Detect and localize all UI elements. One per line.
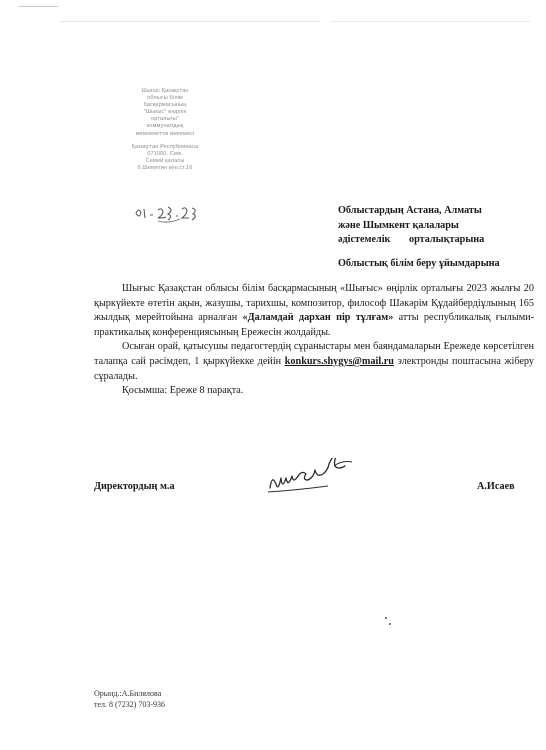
executor-name: Орынд.:А.Билялова — [94, 689, 162, 698]
body-paragraph — [94, 282, 534, 340]
stamp-line: Қазақстан Республикасы — [131, 143, 199, 150]
stamp-line: орталығы" — [151, 116, 179, 123]
addressee-line: Облыстардың Астана, Алматы — [338, 205, 482, 216]
stamp-line: "Шығыс" өңірлік — [143, 109, 187, 116]
signatory-name: А.Исаев — [477, 481, 515, 492]
body-text: атты республикалық ғылыми-практикалық конференциясының Ережесін жолдайды. — [94, 312, 535, 338]
addressee-line: және Шымкент қалалары — [338, 219, 459, 231]
addressee-block — [338, 204, 538, 271]
stamp-line: 071000, Сем. — [147, 150, 183, 157]
registration-stamp — [118, 88, 212, 232]
body-text: Осыған орай, қатысушы педагогтердің сұраныстары мен баяндамаларын Ережеде көрсетілген талапқа сай рәсімдеп, 1 қыркүйекке дейін — [94, 341, 534, 367]
attachment-note: Қосымша: Ереже 8 парақта. — [122, 385, 244, 397]
scan-artifact-line — [330, 21, 530, 22]
signatory-title: Директордың м.а — [94, 481, 175, 492]
handwritten-signature — [264, 458, 364, 504]
stamp-line: Семей қаласы — [145, 157, 185, 164]
stamp-line: облысы білім — [147, 95, 183, 102]
email-link[interactable]: konkurs.shygys@mail.ru — [284, 355, 394, 367]
conference-title: «Даламдай дархан пір тұлғам» — [242, 312, 394, 324]
stamp-handwritten-date — [120, 201, 212, 225]
body-text: электронды поштасына жіберу сұралады. — [94, 355, 534, 382]
executor-phone: тел. 8 (7232) 703-936 — [94, 700, 166, 709]
stamp-line: Шығыс Қазақстан — [141, 88, 189, 94]
stamp-line: мемлекеттік мекемесі — [135, 130, 195, 137]
body-text: Шығыс Қазақстан облысы білім басқармасының «Шығыс» өңірлік орталығы 2023 жылғы 20 қыркүйекте өтетін ақын, жазушы, тарихшы, композитор, философ Шәкәрім Құдайбердіұлының 165 жылдық мерейтойына арналған — [94, 283, 534, 324]
letter-body — [94, 282, 534, 399]
addressee-organizations: Облыстық білім беру ұйымдарына — [338, 257, 500, 269]
addressee-line: әдістемелік орталықтарына — [338, 234, 485, 246]
body-paragraph — [94, 340, 534, 384]
executor-footer — [94, 688, 165, 710]
scan-artifact-line — [18, 6, 58, 7]
stamp-line: басқармасының — [143, 102, 187, 109]
scan-speck — [385, 617, 387, 619]
scan-artifact-line — [60, 21, 320, 22]
scan-speck — [389, 623, 391, 625]
stamp-line: б.Шемятин кен.ст.16 — [137, 164, 193, 171]
stamp-line: коммуналдық — [146, 123, 184, 130]
